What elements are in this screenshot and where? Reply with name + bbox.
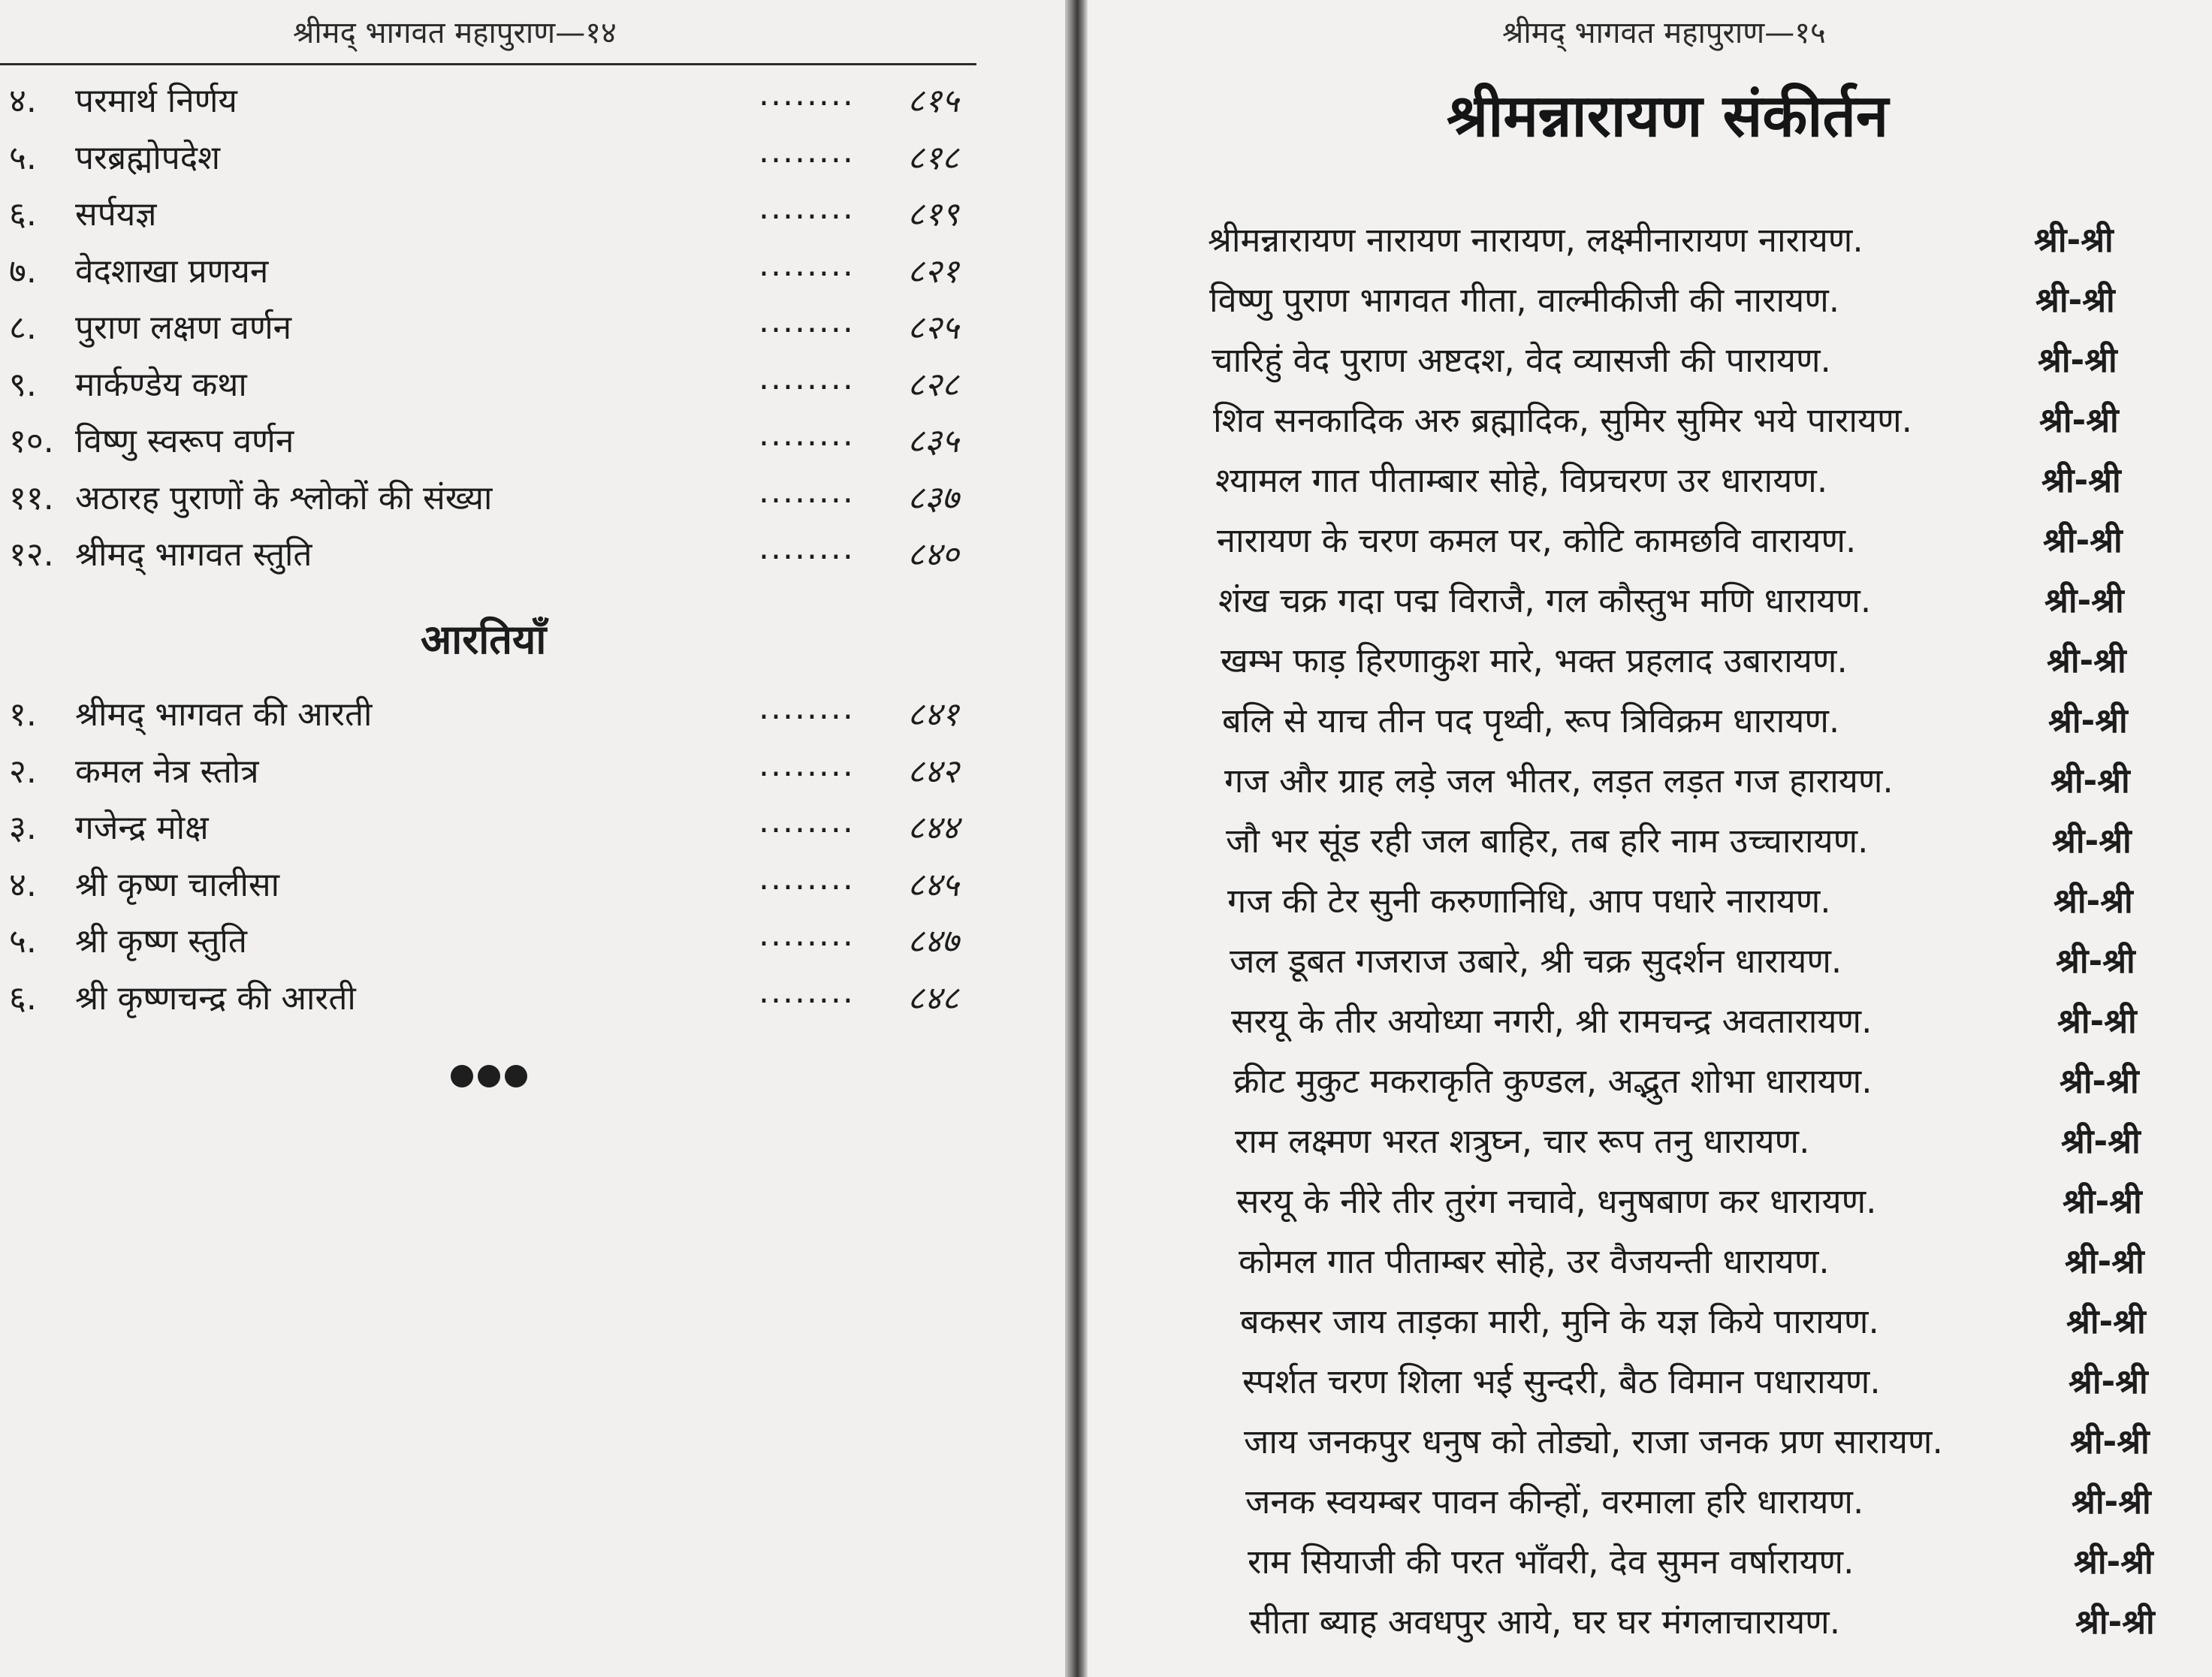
verse-refrain: श्री-श्री — [2035, 280, 2115, 320]
toc-leader-dots: ........ — [759, 802, 855, 840]
toc-leader-dots: ........ — [759, 75, 855, 113]
toc-page-number: ८३७ — [907, 478, 959, 517]
toc-page-number: ८४२ — [907, 752, 959, 791]
toc-page-number: ८१९ — [907, 195, 959, 234]
verse-line: गज की टेर सुनी करुणानिधि, आप पधारे नारायण. — [1227, 881, 1831, 921]
verse-refrain: श्री-श्री — [2039, 400, 2119, 440]
toc-number: ६. — [9, 195, 37, 234]
verse-line: बकसर जाय ताड़का मारी, मुनि के यज्ञ किये पारायण. — [1240, 1301, 1879, 1341]
toc-page-number: ८१५ — [907, 82, 959, 120]
verse-refrain: श्री-श्री — [2060, 1061, 2139, 1101]
toc-leader-dots: ........ — [759, 245, 855, 284]
toc-page-number: ८४७ — [907, 922, 959, 961]
toc-title: श्री कृष्ण स्तुति — [75, 922, 247, 961]
toc-title: मार्कण्डेय कथा — [75, 365, 247, 404]
verse-refrain: श्री-श्री — [2047, 641, 2126, 680]
aarti-section-heading: आरतियाँ — [421, 616, 547, 663]
toc-row — [0, 129, 984, 183]
toc-page-number: ८२५ — [907, 309, 959, 347]
toc-page-number: ८२१ — [907, 252, 959, 291]
toc-title: पुराण लक्षण वर्णन — [75, 309, 292, 347]
toc-number: ५. — [9, 922, 37, 961]
toc-number: ७. — [9, 252, 37, 291]
toc-page-number: ८४४ — [907, 809, 959, 847]
toc-title: वेदशाखा प्रणयन — [75, 252, 269, 291]
toc-title: विष्णु स्वरूप वर्णन — [75, 422, 294, 460]
kirtan-title: श्रीमन्नारायण संकीर्तन — [1447, 83, 1889, 150]
toc-title: श्रीमद् भागवत की आरती — [75, 695, 373, 734]
toc-leader-dots: ........ — [759, 915, 855, 954]
toc-number: १२. — [9, 535, 54, 574]
verse-refrain: श्री-श्री — [2069, 1362, 2148, 1401]
toc-row — [0, 299, 984, 353]
toc-leader-dots: ........ — [759, 972, 855, 1011]
toc-page-number: ८३५ — [907, 422, 959, 460]
verse-refrain: श्री-श्री — [2056, 941, 2135, 981]
toc-title: श्री कृष्ण चालीसा — [75, 865, 279, 904]
toc-row — [0, 243, 984, 297]
header-rule — [0, 63, 976, 65]
verse-refrain: श्री-श्री — [2048, 701, 2128, 740]
verse-refrain: श्री-श्री — [2057, 1001, 2137, 1041]
toc-row — [0, 72, 984, 126]
verse-refrain: श्री-श्री — [2065, 1241, 2144, 1281]
verse-line: जल डूबत गजराज उबारे, श्री चक्र सुदर्शन धारायण. — [1230, 941, 1842, 981]
toc-number: ३. — [9, 809, 37, 847]
toc-title: सर्पयज्ञ — [75, 195, 157, 234]
toc-leader-dots: ........ — [759, 745, 855, 784]
toc-row — [0, 185, 984, 240]
toc-title: अठारह पुराणों के श्लोकों की संख्या — [75, 478, 493, 517]
verse-refrain: श्री-श्री — [2063, 1181, 2142, 1221]
toc-row — [0, 743, 984, 797]
verse-refrain: श्री-श्री — [2043, 520, 2123, 560]
toc-number: १०. — [9, 422, 54, 460]
toc-number: २. — [9, 752, 37, 791]
toc-number: १. — [9, 695, 37, 734]
verse-line: शिव सनकादिक अरु ब्रह्मादिक, सुमिर सुमिर भये पारायण. — [1213, 400, 1912, 440]
verse-line: कोमल गात पीताम्बर सोहे, उर वैजयन्ती धारायण. — [1239, 1241, 1830, 1281]
left-page — [0, 0, 1065, 1677]
toc-leader-dots: ........ — [759, 472, 855, 511]
verse-line: नारायण के चरण कमल पर, कोटि कामछवि वारायण. — [1217, 520, 1857, 560]
verse-line: गज और ग्राह लड़े जल भीतर, लड़त लड़त गज हारायण. — [1224, 761, 1894, 801]
toc-page-number: ८४० — [907, 535, 959, 574]
toc-title: परब्रह्मोपदेश — [75, 138, 221, 177]
toc-row — [0, 469, 984, 523]
verse-refrain: श्री-श्री — [2038, 340, 2117, 380]
toc-row — [0, 912, 984, 967]
book-spine — [1065, 0, 1088, 1677]
verse-refrain: श्री-श्री — [2075, 1602, 2155, 1642]
toc-row — [0, 526, 984, 580]
right-running-head: श्रीमद् भागवत महापुराण—१५ — [1502, 16, 1826, 50]
verse-line: चारिहुं वेद पुराण अष्टदश, वेद व्यासजी की पारायण. — [1212, 340, 1831, 380]
toc-row — [0, 412, 984, 466]
toc-number: ६. — [9, 979, 37, 1018]
verse-refrain: श्री-श्री — [2045, 581, 2124, 620]
verse-line: बलि से याच तीन पद पृथ्वी, रूप त्रिविक्रम धारायण. — [1222, 701, 1840, 740]
toc-number: ८. — [9, 309, 37, 347]
toc-leader-dots: ........ — [759, 189, 855, 227]
toc-title: परमार्थ निर्णय — [75, 82, 237, 120]
toc-row — [0, 686, 984, 740]
toc-title: श्री कृष्णचन्द्र की आरती — [75, 979, 356, 1018]
toc-row — [0, 799, 984, 853]
toc-page-number: ८१८ — [907, 138, 959, 177]
toc-page-number: ८२८ — [907, 365, 959, 404]
right-page — [1088, 0, 2212, 1677]
toc-leader-dots: ........ — [759, 302, 855, 340]
verse-refrain: श्री-श्री — [2074, 1542, 2153, 1582]
verse-line: जनक स्वयम्बर पावन कीन्हों, वरमाला हरि धारायण. — [1245, 1482, 1864, 1522]
verse-refrain: श्री-श्री — [2051, 761, 2130, 801]
left-running-head: श्रीमद् भागवत महापुराण—१४ — [293, 16, 617, 50]
toc-number: ११. — [9, 478, 54, 517]
verse-refrain: श्री-श्री — [2054, 881, 2133, 921]
verse-refrain: श्री-श्री — [2066, 1301, 2146, 1341]
verse-line: सरयू के नीरे तीर तुरंग नचावे, धनुषबाण कर धारायण. — [1236, 1181, 1877, 1221]
toc-number: ४. — [9, 82, 37, 120]
verse-refrain: श्री-श्री — [2034, 220, 2114, 260]
verse-line: विष्णु पुराण भागवत गीता, वाल्मीकीजी की नारायण. — [1209, 280, 1840, 320]
verse-line: श्रीमन्नारायण नारायण नारायण, लक्ष्मीनारायण नारायण. — [1208, 220, 1863, 260]
toc-leader-dots: ........ — [759, 689, 855, 727]
toc-leader-dots: ........ — [759, 529, 855, 567]
toc-leader-dots: ........ — [759, 415, 855, 454]
toc-number: ९. — [9, 365, 37, 404]
verse-line: खम्भ फाड़ हिरणाकुश मारे, भक्त प्रहलाद उबारायण. — [1221, 641, 1848, 680]
verse-refrain: श्री-श्री — [2061, 1121, 2141, 1161]
verse-refrain: श्री-श्री — [2041, 460, 2121, 500]
verse-line: स्पर्शत चरण शिला भई सुन्दरी, बैठ विमान पधारायण. — [1242, 1362, 1881, 1401]
verse-line: राम लक्ष्मण भरत शत्रुघ्न, चार रूप तनु धारायण. — [1235, 1121, 1810, 1161]
toc-title: श्रीमद् भागवत स्तुति — [75, 535, 312, 574]
toc-row — [0, 970, 984, 1024]
toc-page-number: ८४५ — [907, 865, 959, 904]
toc-page-number: ८४१ — [907, 695, 959, 734]
toc-row — [0, 356, 984, 410]
end-ornament — [451, 1065, 532, 1090]
verse-refrain: श्री-श्री — [2070, 1422, 2150, 1461]
verse-refrain: श्री-श्री — [2072, 1482, 2151, 1522]
verse-line: जाय जनकपुर धनुष को तोड्यो, राजा जनक प्रण सारायण. — [1244, 1422, 1943, 1461]
verse-line: श्यामल गात पीताम्बार सोहे, विप्रचरण उर धारायण. — [1215, 460, 1828, 500]
toc-title: कमल नेत्र स्तोत्र — [75, 752, 259, 791]
verse-line: क्रीट मुकुट मकराकृति कुण्डल, अद्भुत शोभा धारायण. — [1233, 1061, 1873, 1101]
toc-row — [0, 856, 984, 910]
toc-page-number: ८४८ — [907, 979, 959, 1018]
verse-line: राम सियाजी की परत भाँवरी, देव सुमन वर्षारायण. — [1248, 1542, 1854, 1582]
verse-line: सीता ब्याह अवधपुर आये, घर घर मंगलाचारायण. — [1249, 1602, 1841, 1642]
verse-line: जौ भर सूंड रही जल बाहिर, तब हरि नाम उच्चारायण. — [1226, 821, 1869, 861]
toc-number: ५. — [9, 138, 37, 177]
toc-leader-dots: ........ — [759, 131, 855, 170]
verse-refrain: श्री-श्री — [2052, 821, 2132, 861]
verse-line: सरयू के तीर अयोध्या नगरी, श्री रामचन्द्र अवतारायण. — [1231, 1001, 1873, 1041]
toc-title: गजेन्द्र मोक्ष — [75, 809, 209, 847]
toc-leader-dots: ........ — [759, 358, 855, 397]
toc-number: ४. — [9, 865, 37, 904]
toc-leader-dots: ........ — [759, 858, 855, 897]
verse-line: शंख चक्र गदा पद्म विराजै, गल कौस्तुभ मणि धारायण. — [1218, 581, 1872, 620]
